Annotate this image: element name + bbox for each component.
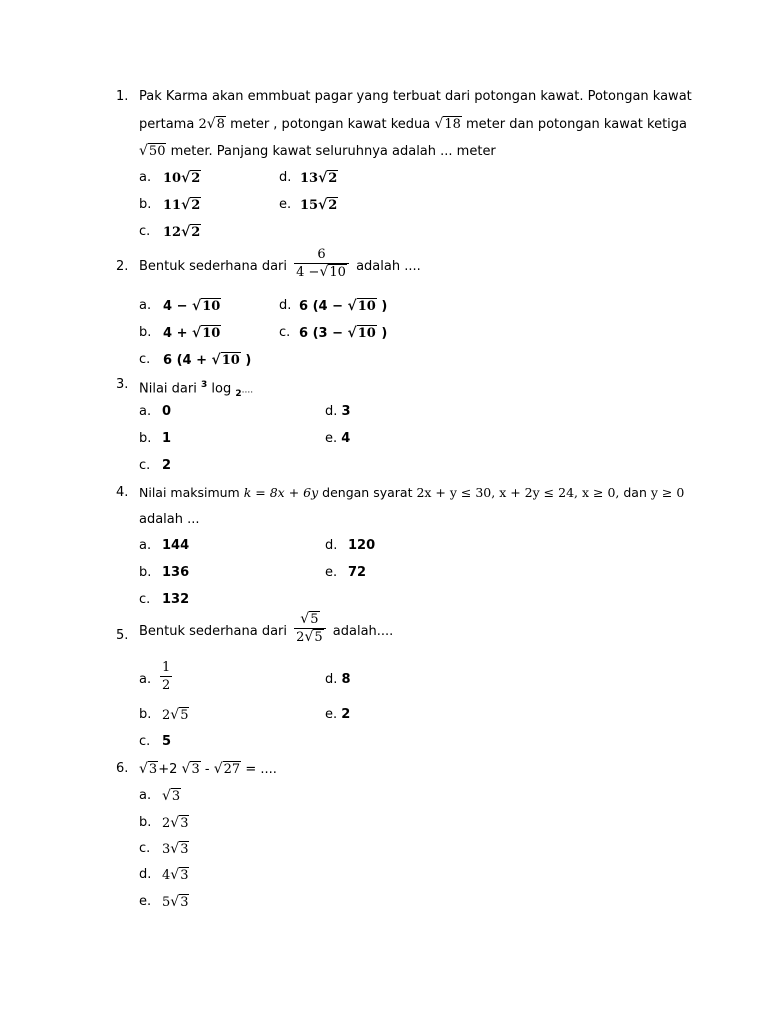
q6-option-e: e.	[139, 894, 152, 909]
q4-option-a-value: 144	[162, 538, 190, 553]
q5-option-a: a.	[139, 672, 152, 687]
q5-fraction-denominator: 2√5	[294, 628, 325, 645]
q1-root1-radicand: 8	[216, 117, 225, 132]
q6-expression	[139, 761, 277, 778]
q3-log-base: 3	[200, 380, 208, 390]
q5-option-c: c.	[139, 734, 151, 749]
q2-text-pre: Bentuk sederhana dari	[139, 259, 288, 274]
q6-minus: -	[204, 762, 210, 777]
q1-text-kedua: meter , potongan kawat kedua	[230, 117, 431, 132]
q1-root1-coef: 2	[198, 117, 207, 132]
q6-equals: = ....	[245, 762, 277, 777]
q3-option-b: b.	[139, 431, 152, 446]
q1-option-a-value: 10√2	[163, 170, 201, 186]
q5-fraction	[294, 612, 325, 645]
q4-objective: k = 8x + 6y	[243, 485, 319, 500]
q2-number: 2.	[116, 259, 129, 274]
q4-option-d: d.	[325, 538, 338, 553]
q1-option-c-value: 12√2	[163, 224, 201, 240]
q2-fraction	[294, 247, 349, 280]
q1-root3-radicand: 50	[148, 144, 166, 159]
q2-option-b-value: 4 + √10	[163, 325, 221, 341]
q2-option-b: b.	[139, 325, 152, 340]
q2-option-a: a.	[139, 298, 152, 313]
q6-term1: √3	[139, 761, 158, 777]
q5-option-a-fraction: $\frac{1}{2}$	[162, 660, 171, 693]
q6-option-c-value: 3√3	[162, 841, 189, 857]
q6-option-a: a.	[139, 788, 152, 803]
q5-option-e: e. 2	[325, 707, 351, 722]
q1-text-line1: Pak Karma akan emmbuat pagar yang terbuat dari potongan kawat. Potongan kawat	[139, 89, 692, 104]
q1-text-line3	[139, 143, 496, 160]
q1-option-d: d.	[279, 170, 292, 185]
q6-option-d-value: 4√3	[162, 867, 189, 883]
q4-text-syarat: dengan syarat	[322, 485, 413, 500]
q4-option-e: e.	[325, 565, 338, 580]
q2-option-c: c.	[139, 352, 151, 367]
q3-log-arg: 2	[235, 388, 242, 399]
q2-option-a-value: 4 − √10	[163, 298, 221, 314]
q5-option-d: d. 8	[325, 672, 351, 687]
q1-option-d-value: 13√2	[300, 170, 338, 186]
q2-option-c-right-value: 6 (3 − √10 )	[299, 325, 388, 341]
q1-text-ketiga: meter dan potongan kawat ketiga	[466, 117, 688, 132]
q4-option-c-value: 132	[162, 592, 190, 607]
q5-option-b-value: 2√5	[162, 707, 189, 723]
q3-option-c: c.	[139, 458, 151, 473]
q1-option-e: e.	[279, 197, 292, 212]
q5-option-c-value: 5	[162, 734, 172, 749]
q4-constraint-y: y ≥ 0	[650, 485, 685, 500]
q6-option-a-value: √3	[162, 788, 181, 804]
q1-root-term2: √18	[434, 116, 461, 132]
q6-option-d: d.	[139, 867, 152, 882]
q3-option-d: d. 3	[325, 404, 351, 419]
q1-option-b-value: 11√2	[163, 197, 201, 213]
q1-option-b: b.	[139, 197, 152, 212]
q2-option-d: d.	[279, 298, 292, 313]
q4-option-b: b.	[139, 565, 152, 580]
q5-option-b: b.	[139, 707, 152, 722]
q2-option-c-value: 6 (4 + √10 )	[163, 352, 252, 368]
q3-option-a: a.	[139, 404, 152, 419]
q6-option-e-value: 5√3	[162, 894, 189, 910]
q6-option-c: c.	[139, 841, 151, 856]
q3-option-a-value: 0	[162, 404, 172, 419]
q4-text-line2: adalah ...	[139, 512, 200, 527]
q3-option-b-value: 1	[162, 431, 172, 446]
q2-fraction-numerator: 6	[317, 247, 326, 262]
q1-option-a	[139, 170, 151, 186]
q1-option-a-key: a.	[139, 170, 152, 185]
q4-option-d-value: 120	[348, 538, 376, 553]
q5-option-a-value	[160, 660, 172, 693]
q4-option-b-value: 136	[162, 565, 190, 580]
q5-fraction-numerator: √5	[300, 611, 319, 627]
q2-option-d-value: 6 (4 − √10 )	[299, 298, 388, 314]
q1-root-term3: √50	[139, 143, 166, 159]
q6-term3: √27	[213, 761, 241, 777]
q6-option-b: b.	[139, 815, 152, 830]
q5-number: 5.	[116, 628, 129, 643]
q4-option-a: a.	[139, 538, 152, 553]
q3-text-pre: Nilai dari	[139, 381, 197, 397]
q4-option-e-value: 72	[348, 565, 367, 580]
q6-term2: √3	[181, 761, 200, 777]
q2-text-post: adalah ....	[356, 259, 421, 274]
q3-text	[139, 377, 253, 402]
q1-number: 1.	[116, 89, 129, 104]
q4-text-line1	[139, 485, 684, 501]
q1-option-e-value: 15√2	[300, 197, 338, 213]
q3-option-c-value: 2	[162, 458, 172, 473]
q1-root2-radicand: 18	[444, 117, 461, 132]
q5-text-post: adalah....	[332, 624, 394, 639]
q4-constraints: 2x + y ≤ 30, x + 2y ≤ 24, x ≥ 0,	[416, 485, 620, 500]
q6-plus: +2	[158, 762, 178, 777]
q4-option-c: c.	[139, 592, 151, 607]
q4-text-dan: dan	[623, 485, 647, 500]
q6-option-b-value: 2√3	[162, 815, 189, 831]
q6-number: 6.	[116, 761, 129, 776]
q1-text-panjang: meter. Panjang kawat seluruhnya adalah ... meter	[170, 144, 496, 159]
q1-root-term1: 2√8	[198, 116, 225, 132]
q1-text-pertama: pertama	[139, 117, 195, 132]
q3-option-e: e. 4	[325, 431, 351, 446]
q3-log: log	[211, 381, 232, 397]
q2-text	[139, 249, 421, 285]
q2-fraction-denominator: 4 −√10	[294, 263, 349, 280]
q1-text-line2	[139, 116, 687, 133]
q5-text	[139, 612, 393, 652]
q4-number: 4.	[116, 485, 129, 500]
q3-number: 3.	[116, 377, 129, 392]
q5-text-pre: Bentuk sederhana dari	[139, 624, 288, 639]
q3-ellipsis: ....	[241, 385, 254, 396]
q2-option-c-right: c.	[279, 325, 291, 340]
q4-text-nilai: Nilai maksimum	[139, 485, 240, 500]
q1-option-c: c.	[139, 224, 151, 239]
